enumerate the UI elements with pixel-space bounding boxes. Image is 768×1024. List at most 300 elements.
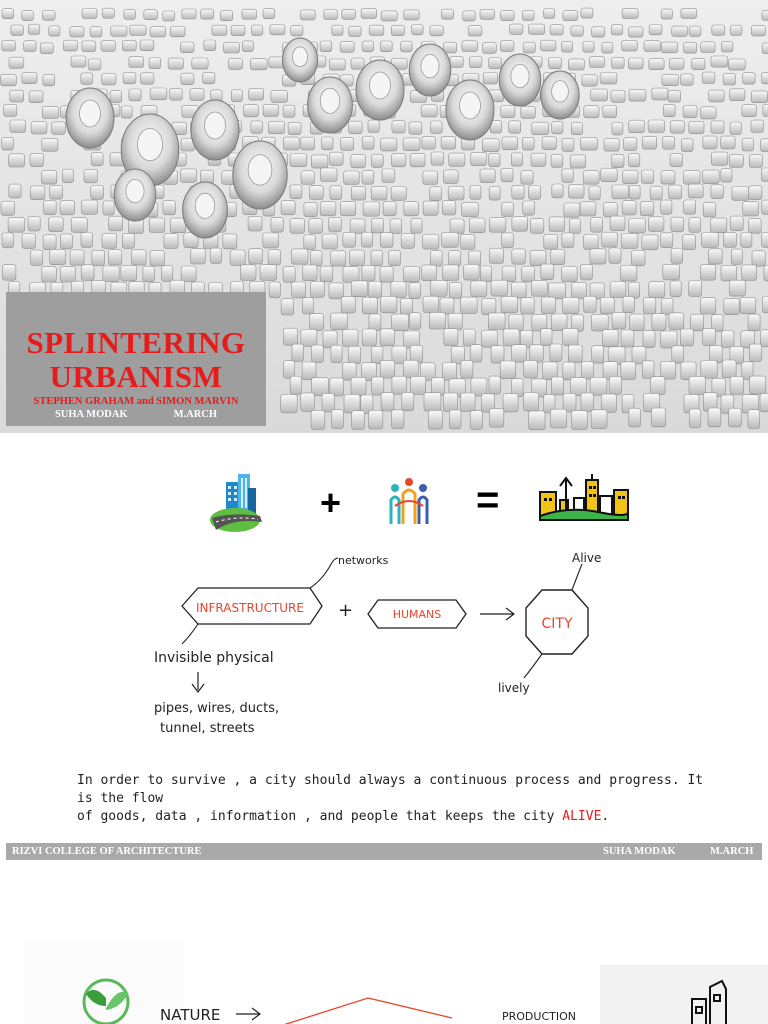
city-block — [563, 362, 575, 380]
city-block — [402, 392, 414, 410]
city-block — [611, 25, 623, 35]
city-block — [528, 186, 540, 200]
city-pod-courtyard — [248, 155, 272, 186]
city-block — [290, 185, 302, 199]
city-block — [671, 248, 683, 263]
city-block — [430, 187, 442, 201]
city-block — [423, 171, 438, 185]
city-block — [541, 329, 552, 346]
city-block — [122, 40, 136, 51]
city-block — [680, 74, 693, 85]
city-block — [680, 329, 693, 346]
networks-label: networks — [338, 554, 389, 567]
city-block — [622, 8, 638, 18]
city-block — [621, 330, 634, 347]
city-block — [269, 282, 280, 298]
city-block — [341, 202, 356, 216]
city-pod-courtyard — [126, 179, 144, 202]
city-block — [329, 283, 343, 299]
lively-label: lively — [498, 681, 530, 695]
city-block — [122, 233, 134, 248]
city-block — [523, 201, 535, 215]
city-block — [2, 9, 14, 19]
city-block — [662, 74, 679, 85]
concept-sketch — [140, 540, 620, 745]
city-block — [380, 267, 393, 283]
city-block — [288, 122, 301, 134]
city-block — [549, 217, 565, 232]
city-block — [689, 218, 701, 233]
city-block — [223, 42, 239, 53]
city-block — [668, 90, 681, 102]
city-pod-courtyard — [460, 92, 481, 119]
city-block — [302, 265, 317, 281]
city-block — [583, 171, 599, 185]
leaf-icon — [80, 976, 132, 1024]
city-block — [351, 155, 366, 168]
city-block — [462, 41, 478, 52]
city-block — [489, 376, 501, 394]
city-block — [363, 202, 379, 216]
city-block — [110, 91, 122, 103]
city-block — [470, 411, 482, 430]
city-block — [320, 202, 336, 216]
city-block — [570, 155, 585, 168]
city-pod-courtyard — [205, 112, 226, 139]
city-block — [192, 58, 208, 69]
city-block — [621, 362, 636, 380]
city-block — [291, 26, 303, 36]
city-block — [681, 8, 697, 18]
city-block — [683, 106, 697, 118]
city-block — [712, 25, 725, 35]
city-block — [409, 313, 420, 330]
city-block — [489, 218, 506, 233]
city-block — [663, 264, 680, 280]
city-block — [263, 9, 275, 19]
city-block — [582, 361, 594, 379]
city-block — [702, 72, 715, 83]
city-block — [190, 89, 204, 101]
city-block — [82, 9, 97, 19]
city-block — [320, 266, 333, 282]
city-block — [283, 328, 297, 345]
city-block — [281, 201, 295, 215]
city-block — [721, 169, 732, 183]
city-block — [332, 25, 343, 35]
city-block — [101, 41, 115, 52]
city-block — [401, 41, 413, 52]
city-block — [30, 153, 44, 166]
city-block — [761, 168, 768, 182]
city-block — [592, 27, 605, 37]
city-block — [702, 233, 719, 248]
city-block — [52, 122, 66, 134]
city-block — [423, 296, 439, 312]
city-block — [462, 202, 479, 216]
city-block — [191, 249, 206, 264]
city-block — [170, 27, 185, 37]
city-block — [751, 26, 765, 36]
city-block — [602, 42, 613, 53]
city-block — [371, 250, 382, 265]
city-block — [62, 169, 73, 183]
city-block — [683, 171, 700, 185]
city-block — [381, 138, 397, 151]
city-block — [501, 106, 515, 118]
city-block — [531, 153, 546, 166]
city-block — [203, 72, 215, 83]
city-block — [140, 40, 154, 51]
city-block — [28, 24, 40, 34]
city-block — [500, 361, 516, 379]
city-block — [244, 105, 259, 117]
city-block — [628, 58, 643, 69]
city-block — [121, 106, 132, 118]
city-block — [141, 73, 154, 84]
city-block — [401, 233, 414, 248]
city-pod-courtyard — [511, 64, 529, 87]
city-block — [490, 248, 504, 263]
city-block — [2, 40, 16, 51]
city-block — [404, 266, 420, 282]
city-block — [701, 265, 716, 281]
city-block — [60, 201, 75, 215]
city-block — [204, 40, 216, 51]
city-block — [392, 121, 405, 133]
city-block — [661, 233, 673, 248]
city-block — [563, 297, 580, 313]
city-block — [381, 11, 397, 21]
nature-sketch — [150, 992, 620, 1024]
city-block — [392, 410, 404, 429]
city-block — [749, 186, 762, 200]
city-block — [70, 27, 84, 37]
city-block — [642, 235, 658, 250]
city-block — [762, 43, 768, 54]
city-block — [143, 266, 155, 282]
city-block — [443, 393, 457, 411]
city-block — [708, 408, 721, 427]
city-block — [362, 232, 373, 247]
city-block — [491, 280, 508, 296]
city-block — [129, 89, 141, 101]
city-block — [590, 378, 607, 396]
city-block — [82, 200, 98, 214]
city-block — [29, 91, 43, 103]
city-block — [489, 186, 500, 200]
city-block — [311, 281, 325, 297]
city-block — [362, 171, 374, 185]
city-block — [612, 185, 629, 199]
city-block — [242, 9, 257, 19]
city-block — [652, 88, 668, 100]
city-block — [71, 56, 86, 67]
city-block — [644, 41, 661, 52]
city-block — [252, 25, 263, 35]
city-block — [2, 137, 14, 150]
city-block — [603, 106, 617, 118]
city-block — [602, 330, 618, 347]
city-block — [322, 234, 337, 249]
city-block — [689, 409, 700, 428]
city-block — [263, 104, 278, 116]
city-block — [4, 104, 17, 116]
city-block — [684, 200, 696, 214]
city-block — [102, 8, 114, 18]
city-block — [283, 361, 294, 379]
city-block — [270, 25, 285, 35]
city-block — [540, 40, 556, 51]
city-block — [522, 10, 534, 20]
city-block — [629, 185, 640, 199]
city-block — [544, 234, 558, 249]
city-block — [442, 363, 456, 381]
city-block — [582, 75, 597, 86]
city-pod-courtyard — [137, 128, 162, 160]
city-block — [502, 202, 514, 216]
city-block — [40, 43, 53, 54]
city-block — [9, 184, 21, 198]
city-block — [292, 249, 308, 264]
city-block — [532, 280, 548, 296]
city-block — [502, 137, 518, 150]
city-block — [512, 217, 528, 232]
city-block — [231, 25, 245, 35]
city-block — [63, 40, 77, 51]
city-block — [448, 186, 464, 200]
city-block — [483, 73, 497, 84]
city-block — [562, 139, 574, 152]
building-image — [600, 965, 768, 1024]
city-block — [410, 154, 425, 167]
city-block — [612, 123, 623, 135]
city-block — [380, 360, 394, 378]
city-block — [81, 233, 93, 248]
city-block — [61, 234, 73, 249]
city-block — [31, 250, 43, 265]
city-block — [730, 122, 741, 134]
city-block — [584, 296, 597, 312]
city-block — [661, 42, 677, 53]
city-block — [181, 169, 197, 183]
city-block — [584, 235, 599, 250]
city-block — [742, 138, 753, 151]
plus-sign: + — [320, 482, 342, 523]
city-block — [81, 73, 93, 84]
city-block — [711, 185, 724, 199]
city-block — [382, 169, 395, 183]
city-block — [329, 217, 342, 232]
city-block — [380, 329, 394, 346]
city-block — [212, 25, 227, 35]
city-block — [181, 266, 196, 282]
city-block — [551, 377, 563, 395]
city-block — [42, 171, 57, 185]
city-block — [721, 265, 737, 281]
city-pod-courtyard — [292, 47, 307, 67]
city-block — [322, 137, 334, 150]
city-block — [43, 235, 56, 250]
city-block — [762, 72, 768, 83]
city-block — [541, 264, 554, 280]
city-block — [600, 298, 614, 314]
city-block — [271, 218, 283, 233]
city-block — [530, 250, 546, 265]
city-block — [430, 121, 442, 133]
city-block — [311, 251, 323, 266]
city-block — [729, 280, 745, 296]
city-block — [730, 216, 743, 231]
city-block — [42, 106, 58, 118]
city-block — [341, 138, 354, 151]
city-block — [362, 329, 376, 346]
city-block — [103, 201, 114, 215]
city-block — [268, 250, 280, 265]
city-block — [604, 138, 619, 151]
city-block — [91, 153, 103, 166]
city-block — [301, 330, 317, 347]
page-footer — [6, 843, 762, 860]
examples-line-2: tunnel, streets — [160, 721, 255, 736]
city-block — [269, 57, 284, 68]
city-block — [689, 377, 705, 395]
city-block — [522, 266, 535, 282]
city-block — [444, 329, 458, 346]
title-line-2: URBANISM — [49, 359, 223, 394]
city-block — [263, 233, 279, 248]
city-block — [461, 393, 475, 411]
city-block — [371, 186, 387, 200]
book-authors: STEPHEN GRAHAM and SIMON MARVIN — [33, 396, 239, 407]
alive-highlight: ALIVE — [562, 809, 602, 824]
city-block — [369, 282, 382, 298]
city-block — [22, 11, 34, 21]
city-block — [709, 345, 722, 362]
city-block — [304, 202, 317, 216]
city-block — [681, 139, 693, 152]
city-block — [629, 89, 646, 101]
city-block — [471, 152, 487, 165]
city-block — [283, 137, 299, 150]
city-block — [82, 41, 96, 52]
city-block — [480, 266, 491, 282]
city-block — [409, 122, 422, 134]
city-block — [84, 169, 97, 183]
city-block — [723, 232, 736, 247]
city-block — [689, 281, 702, 297]
city-block — [3, 265, 16, 281]
body-line-1: In order to survive , a city should always a continuous process and progress. It is the flow — [77, 773, 704, 806]
city-block — [563, 328, 578, 345]
city-block — [351, 186, 365, 200]
city-block — [642, 361, 654, 379]
city-block — [11, 25, 24, 35]
city-block — [722, 360, 736, 378]
concept-equation — [0, 468, 768, 538]
city-block — [689, 121, 704, 133]
city-block — [463, 11, 476, 21]
city-block — [524, 360, 538, 378]
examples-line-1: pipes, wires, ducts, — [154, 701, 280, 716]
city-block — [551, 154, 563, 167]
city-block — [729, 408, 742, 427]
city-block — [290, 376, 301, 394]
city-block — [404, 10, 420, 20]
city-block — [324, 10, 338, 20]
city-block — [331, 345, 342, 362]
city-block — [509, 121, 521, 133]
city-block — [389, 250, 401, 265]
city-block — [349, 250, 364, 265]
city-block — [670, 281, 681, 297]
city-block — [463, 329, 475, 346]
city-block — [302, 298, 313, 314]
city-block — [622, 201, 636, 215]
city-block — [332, 410, 344, 429]
city-block — [703, 203, 716, 217]
city-block — [301, 393, 315, 411]
footer-name: SUHA MODAK — [603, 846, 676, 857]
city-block — [688, 184, 703, 198]
city-block — [591, 218, 603, 233]
city-block — [301, 171, 314, 185]
city-block — [450, 219, 464, 234]
city-block — [541, 297, 555, 313]
city-block — [410, 376, 425, 394]
city-block — [503, 329, 519, 346]
city-block — [50, 185, 63, 199]
city-block — [502, 233, 514, 248]
city-block — [748, 410, 760, 429]
city-pod-courtyard — [370, 72, 391, 99]
city-block — [163, 11, 175, 21]
city-block — [170, 88, 183, 100]
city-block — [381, 393, 394, 411]
city-block — [672, 346, 684, 363]
city-block — [708, 249, 722, 264]
city-block — [109, 216, 123, 231]
city-block — [740, 297, 756, 313]
city-block — [512, 345, 527, 362]
city-block — [489, 58, 502, 69]
city-block — [669, 313, 684, 330]
city-block — [352, 411, 365, 430]
city-block — [372, 154, 384, 167]
city-block — [271, 91, 288, 103]
city-block — [711, 152, 728, 165]
cover-slide — [0, 0, 768, 433]
city-block — [500, 41, 514, 52]
city-block — [449, 251, 461, 266]
city-block — [524, 393, 539, 411]
city-block — [290, 154, 307, 167]
city-block — [102, 74, 116, 85]
city-block — [490, 408, 504, 427]
city-block — [351, 377, 366, 395]
city-block — [428, 410, 442, 429]
city-block — [529, 24, 545, 34]
city-block — [580, 202, 596, 216]
city-block — [629, 27, 644, 37]
city-block — [649, 282, 665, 298]
city-block — [424, 393, 441, 411]
city-block — [471, 281, 487, 297]
city-block — [762, 232, 768, 247]
city-block — [249, 249, 263, 264]
city-block — [629, 408, 641, 427]
city-block — [392, 314, 409, 331]
